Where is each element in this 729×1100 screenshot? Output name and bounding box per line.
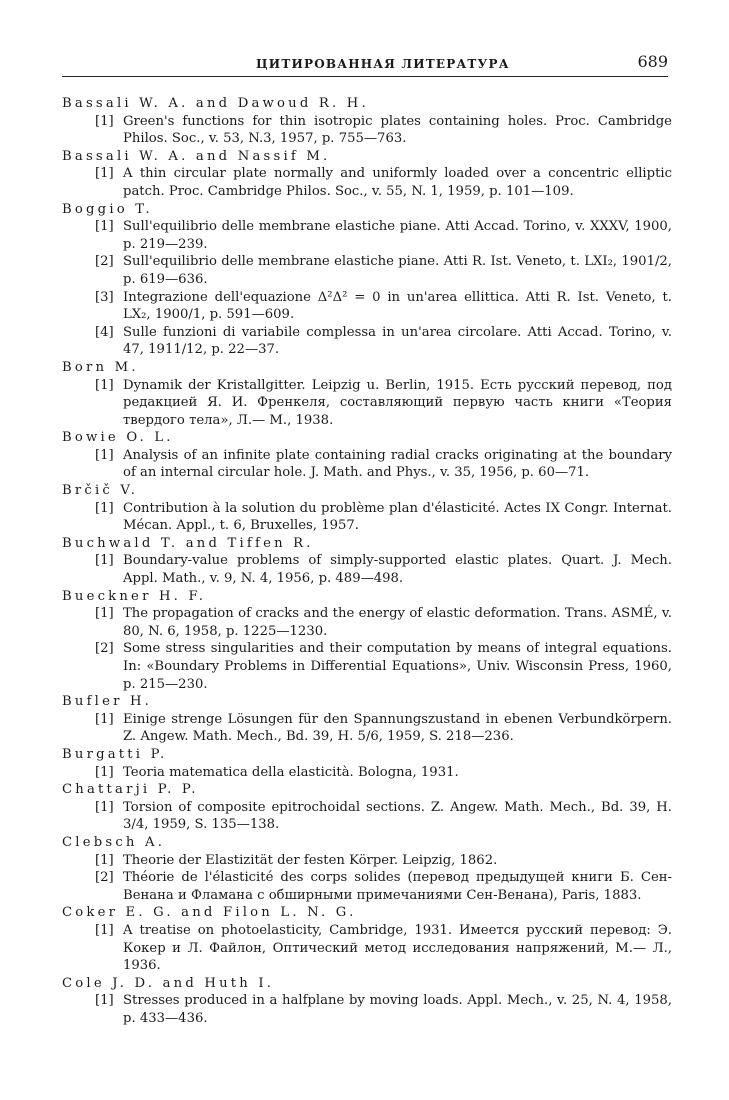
bib-entry	[62, 535, 672, 588]
bib-reference	[62, 605, 672, 640]
bib-reference	[62, 799, 672, 834]
bib-entry	[62, 693, 672, 746]
reference-text: Contribution à la solution du problème plan d'élasticité. Actes IX Congr. Internat. Mécan. Appl., t. 6, Bruxelles, 1957.	[123, 500, 672, 534]
bib-reference	[62, 500, 672, 535]
reference-number: [1]	[95, 447, 114, 463]
bib-entry	[62, 781, 672, 834]
bib-author: Bueckner H. F.	[62, 588, 207, 604]
bib-entry	[62, 429, 672, 482]
bib-entry	[62, 904, 672, 974]
reference-number: [1]	[95, 799, 114, 815]
reference-text: Torsion of composite epitrochoidal sections. Z. Angew. Math. Mech., Bd. 39, H. 3/4, 1959, S. 135—138.	[123, 799, 672, 833]
reference-number: [1]	[95, 922, 114, 938]
reference-number: [3]	[95, 289, 114, 305]
reference-number: [1]	[95, 606, 114, 622]
bib-entry	[62, 359, 672, 429]
bib-author: Boggio T.	[62, 201, 153, 217]
reference-text: Some stress singularities and their computation by means of integral equations. In: «Boundary Problems in Differential Equations», Univ. Wisconsin Press, 1960, p. 215—230.	[123, 641, 672, 692]
bib-author: Clebsch A.	[62, 834, 166, 850]
bib-reference	[62, 764, 672, 782]
bib-reference	[62, 869, 672, 904]
bib-reference	[62, 165, 672, 200]
reference-text: Sull'equilibrio delle membrane elastiche piane. Atti Accad. Torino, v. XXXV, 1900, p. 219—239.	[123, 219, 672, 252]
bib-author: Cole J. D. and Huth I.	[62, 975, 275, 991]
bib-reference	[62, 552, 672, 587]
reference-text: Boundary-value problems of simply-supported elastic plates. Quart. J. Mech. Appl. Math., v. 9, N. 4, 1956, p. 489—498.	[123, 553, 672, 587]
reference-text: Integrazione dell'equazione Δ²Δ² = 0 in un'area ellittica. Atti R. Ist. Veneto, t. LX₂, 1900/1, p. 591—609.	[123, 289, 672, 323]
header-rule	[62, 76, 668, 77]
bib-entry	[62, 482, 672, 535]
reference-number: [1]	[95, 113, 114, 129]
bib-entry	[62, 148, 672, 201]
bib-entry	[62, 588, 672, 694]
bib-reference	[62, 113, 672, 148]
reference-number: [2]	[95, 641, 114, 657]
reference-number: [1]	[95, 993, 114, 1009]
bib-author: Bowie O. L.	[62, 430, 174, 446]
reference-text: Stresses produced in a halfplane by moving loads. Appl. Mech., v. 25, N. 4, 1958, p. 433—436.	[123, 993, 672, 1026]
reference-number: [2]	[95, 870, 114, 886]
running-header	[62, 52, 668, 76]
reference-number: [1]	[95, 553, 114, 569]
bib-author: Buchwald T. and Tiffen R.	[62, 535, 314, 551]
reference-number: [1]	[95, 764, 114, 780]
reference-text: Teoria matematica della elasticità. Bologna, 1931.	[123, 764, 459, 780]
reference-number: [1]	[95, 711, 114, 727]
reference-text: A treatise on photoelasticity, Cambridge, 1931. Имеется русский перевод: Э. Кокер и Л. Файлон, Оптический метод исследования напряжений, М.— Л., 1936.	[123, 922, 672, 974]
reference-number: [1]	[95, 219, 114, 235]
bib-author: Bufler H.	[62, 694, 153, 710]
bib-author: Coker E. G. and Filon L. N. G.	[62, 905, 357, 921]
bibliography-list	[62, 95, 672, 1027]
bib-entry	[62, 834, 672, 904]
reference-number: [1]	[95, 377, 114, 393]
header-title: ЦИТИРОВАННАЯ ЛИТЕРАТУРА	[256, 57, 510, 71]
reference-number: [2]	[95, 254, 114, 270]
reference-number: [1]	[95, 500, 114, 516]
bib-author: Bassali W. A. and Dawoud R. H.	[62, 96, 369, 111]
bib-reference	[62, 922, 672, 975]
reference-text: Green's functions for thin isotropic plates containing holes. Proc. Cambridge Philos. Soc., v. 53, N.3, 1957, p. 755—763.	[123, 113, 672, 147]
bib-entry	[62, 95, 672, 148]
reference-text: Sull'equilibrio delle membrane elastiche piane. Atti R. Ist. Veneto, t. LXI₂, 1901/2, p. 619—636.	[123, 254, 672, 287]
reference-number: [1]	[95, 852, 114, 868]
bib-reference	[62, 253, 672, 288]
reference-text: Dynamik der Kristallgitter. Leipzig u. Berlin, 1915. Есть русский перевод, под редакцией Я. И. Френкеля, составляющий первую часть книги «Теория твердого тела», Л.— М., 1938.	[123, 377, 672, 428]
reference-number: [4]	[95, 324, 114, 340]
bib-author: Brčič V.	[62, 483, 139, 499]
bib-reference	[62, 711, 672, 746]
bib-reference	[62, 992, 672, 1027]
bib-reference	[62, 447, 672, 482]
reference-text: Théorie de l'élasticité des corps solides (перевод предыдущей книги Б. Сен-Венана и Фламана с обширными примечаниями Сен-Венана), Paris, 1883.	[123, 870, 672, 903]
reference-text: The propagation of cracks and the energy of elastic deformation. Trans. ASMÉ, v. 80, N. 6, 1958, p. 1225—1230.	[123, 606, 672, 639]
page-number: 689	[637, 52, 668, 71]
reference-text: Theorie der Elastizität der festen Körper. Leipzig, 1862.	[123, 852, 498, 868]
reference-text: Sulle funzioni di variabile complessa in un'area circolare. Atti Accad. Torino, v. 47, 1911/12, p. 22—37.	[123, 324, 672, 358]
bib-author: Burgatti P.	[62, 746, 168, 762]
reference-text: A thin circular plate normally and uniformly loaded over a concentric elliptic patch. Proc. Cambridge Philos. Soc., v. 55, N. 1, 1959, p. 101—109.	[123, 166, 672, 199]
bib-reference	[62, 640, 672, 693]
reference-number: [1]	[95, 166, 114, 182]
reference-text: Analysis of an infinite plate containing radial cracks originating at the boundary of an internal circular hole. J. Math. and Phys., v. 35, 1956, p. 60—71.	[123, 447, 672, 481]
bib-reference	[62, 852, 672, 870]
bib-entry	[62, 746, 672, 781]
bib-reference	[62, 218, 672, 253]
bib-author: Born M.	[62, 359, 139, 375]
bib-author: Chattarji P. P.	[62, 782, 199, 798]
bib-reference	[62, 324, 672, 359]
bib-entry	[62, 975, 672, 1028]
bib-author: Bassali W. A. and Nassif M.	[62, 148, 331, 164]
bib-reference	[62, 377, 672, 430]
reference-text: Einige strenge Lösungen für den Spannungszustand in ebenen Verbundkörpern. Z. Angew. Math. Mech., Bd. 39, H. 5/6, 1959, S. 218—236.	[123, 711, 672, 745]
bib-entry	[62, 201, 672, 359]
bib-reference	[62, 289, 672, 324]
